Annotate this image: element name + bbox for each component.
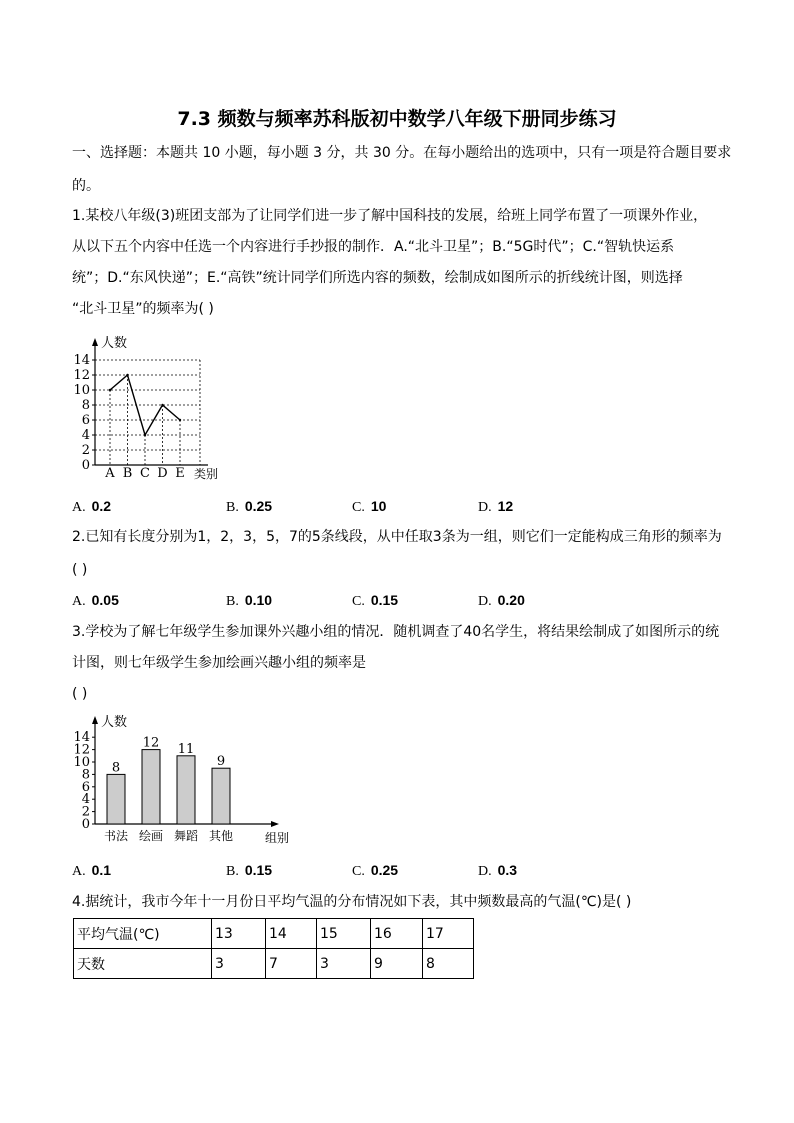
q4-text-line-1: 4.据统计，我市今年十一月份日平均气温的分布情况如下表，其中频数最高的气温(℃)是( ) bbox=[72, 894, 632, 910]
option-key: C. bbox=[352, 864, 365, 879]
y-tick-label: 4 bbox=[81, 792, 90, 808]
q2-option-b[interactable] bbox=[226, 590, 272, 612]
data-point bbox=[179, 419, 181, 421]
data-point bbox=[126, 374, 128, 376]
x-tick-label: 舞蹈 bbox=[173, 829, 199, 843]
y-axis-label: 人数 bbox=[101, 715, 128, 730]
option-value: 0.05 bbox=[91, 592, 119, 608]
x-axis-label: 组别 bbox=[265, 831, 290, 845]
table-cell: 7 bbox=[266, 949, 317, 979]
data-label: 8 bbox=[111, 760, 121, 776]
table-row bbox=[74, 949, 474, 979]
x-axis-arrow bbox=[271, 821, 279, 827]
option-key: D. bbox=[478, 500, 492, 515]
option-value: 0.20 bbox=[497, 592, 525, 608]
option-value: 12 bbox=[497, 498, 514, 514]
x-tick-label: E bbox=[175, 466, 185, 480]
x-tick-label: C bbox=[140, 466, 150, 480]
q2-option-a[interactable] bbox=[72, 590, 119, 612]
table-cell: 14 bbox=[266, 919, 317, 949]
x-tick-label: D bbox=[157, 466, 168, 480]
table-cell: 16 bbox=[371, 919, 423, 949]
option-key: C. bbox=[352, 500, 365, 515]
q3-bar-chart bbox=[70, 712, 300, 852]
y-tick-label: 10 bbox=[73, 383, 90, 398]
data-label: 9 bbox=[216, 754, 226, 770]
option-value: 0.2 bbox=[91, 498, 112, 514]
q3-option-b[interactable] bbox=[226, 860, 272, 882]
table-cell: 9 bbox=[371, 949, 423, 979]
x-tick-label: 其他 bbox=[208, 829, 234, 843]
option-value: 10 bbox=[370, 498, 387, 514]
q3-text-line-3: ( ) bbox=[72, 686, 88, 702]
y-tick-label: 0 bbox=[81, 817, 90, 832]
table-cell: 3 bbox=[212, 949, 266, 979]
q3-text-line-2: 计图，则七年级学生参加绘画兴趣小组的频率是 bbox=[72, 655, 366, 671]
y-tick-label: 10 bbox=[73, 755, 90, 770]
x-axis-label: 类别 bbox=[194, 467, 219, 480]
option-value: 0.25 bbox=[244, 498, 273, 514]
bar bbox=[212, 768, 230, 824]
y-tick-label: 8 bbox=[81, 398, 90, 413]
table-row bbox=[74, 919, 474, 949]
option-key: D. bbox=[478, 864, 492, 879]
y-tick-label: 12 bbox=[73, 368, 90, 383]
option-value: 0.15 bbox=[370, 592, 399, 608]
y-tick-label: 4 bbox=[81, 428, 90, 443]
page-title: 7.3 频数与频率苏科版初中数学八年级下册同步练习 bbox=[177, 108, 617, 130]
option-value: 0.10 bbox=[244, 592, 273, 608]
data-point bbox=[144, 434, 146, 436]
x-tick-label: 书法 bbox=[103, 829, 129, 843]
section-instruction-line-1: 一、选择题：本题共 10 小题，每小题 3 分，共 30 分。在每小题给出的选项中，只有一项是符合题目要求 bbox=[72, 145, 732, 161]
y-axis-arrow bbox=[92, 716, 98, 724]
option-value: 0.25 bbox=[370, 862, 399, 878]
y-tick-label: 12 bbox=[73, 742, 90, 758]
y-tick-label: 0 bbox=[81, 458, 90, 473]
option-key: A. bbox=[72, 594, 86, 609]
q2-text-line-1: 2.已知有长度分别为1，2，3，5，7的5条线段，从中任取3条为一组，则它们一定能构成三角形的频率为 bbox=[72, 529, 722, 545]
q2-option-c[interactable] bbox=[352, 590, 398, 612]
y-tick-label: 2 bbox=[81, 804, 90, 820]
q1-text-line-4: “北斗卫星”的频率为( ) bbox=[72, 301, 214, 317]
q3-option-c[interactable] bbox=[352, 860, 398, 882]
q1-text-line-3: 统”；D.“东风快递”；E.“高铁”统计同学们所选内容的频数，绘制成如图所示的折线统计图，则选择 bbox=[72, 270, 683, 286]
q2-text-line-2: ( ) bbox=[72, 562, 88, 578]
q1-option-d[interactable] bbox=[478, 496, 513, 518]
q1-option-a[interactable] bbox=[72, 496, 111, 518]
y-tick-label: 6 bbox=[81, 413, 90, 428]
y-axis-arrow bbox=[92, 338, 98, 346]
y-tick-label: 14 bbox=[73, 730, 90, 746]
option-key: A. bbox=[72, 864, 86, 879]
table-cell: 3 bbox=[317, 949, 371, 979]
y-axis-label: 人数 bbox=[101, 336, 128, 351]
option-value: 0.1 bbox=[91, 862, 112, 878]
q2-option-d[interactable] bbox=[478, 590, 525, 612]
x-tick-label: 绘画 bbox=[138, 829, 164, 843]
option-value: 0.15 bbox=[244, 862, 273, 878]
q3-option-d[interactable] bbox=[478, 860, 517, 882]
table-cell: 8 bbox=[423, 949, 474, 979]
y-tick-label: 14 bbox=[73, 353, 90, 368]
data-label: 11 bbox=[177, 741, 195, 757]
x-tick-label: B bbox=[122, 466, 133, 480]
q1-line-chart bbox=[70, 330, 230, 480]
data-point bbox=[161, 404, 163, 406]
option-key: A. bbox=[72, 500, 86, 515]
q3-text-line-1: 3.学校为了解七年级学生参加课外兴趣小组的情况．随机调查了40名学生，将结果绘制成了如图所示的统 bbox=[72, 624, 720, 640]
table-header-cell: 天数 bbox=[74, 949, 212, 979]
option-key: B. bbox=[226, 500, 239, 515]
temperature-table bbox=[73, 918, 474, 979]
bar bbox=[107, 774, 125, 824]
q1-option-c[interactable] bbox=[352, 496, 386, 518]
option-key: B. bbox=[226, 594, 239, 609]
q1-text-line-2: 从以下五个内容中任选一个内容进行手抄报的制作．A.“北斗卫星”；B.“5G时代”；C.“智轨快运系 bbox=[72, 239, 675, 255]
table-cell: 17 bbox=[423, 919, 474, 949]
q3-option-a[interactable] bbox=[72, 860, 111, 882]
bar bbox=[177, 756, 195, 824]
option-value: 0.3 bbox=[497, 862, 518, 878]
data-point bbox=[109, 389, 111, 391]
section-instruction-line-2: 的。 bbox=[72, 178, 100, 194]
option-key: C. bbox=[352, 594, 365, 609]
data-label: 12 bbox=[142, 735, 160, 751]
q1-text-line-1: 1.某校八年级(3)班团支部为了让同学们进一步了解中国科技的发展，给班上同学布置了一项课外作业， bbox=[72, 208, 708, 224]
y-tick-label: 8 bbox=[81, 767, 90, 783]
y-tick-label: 2 bbox=[81, 443, 90, 458]
table-cell: 13 bbox=[212, 919, 266, 949]
option-key: B. bbox=[226, 864, 239, 879]
x-tick-label: A bbox=[105, 466, 115, 480]
table-header-cell: 平均气温(℃) bbox=[74, 919, 212, 949]
y-tick-label: 6 bbox=[81, 779, 90, 795]
option-key: D. bbox=[478, 594, 492, 609]
table-cell: 15 bbox=[317, 919, 371, 949]
q1-option-b[interactable] bbox=[226, 496, 272, 518]
bar bbox=[142, 750, 160, 824]
